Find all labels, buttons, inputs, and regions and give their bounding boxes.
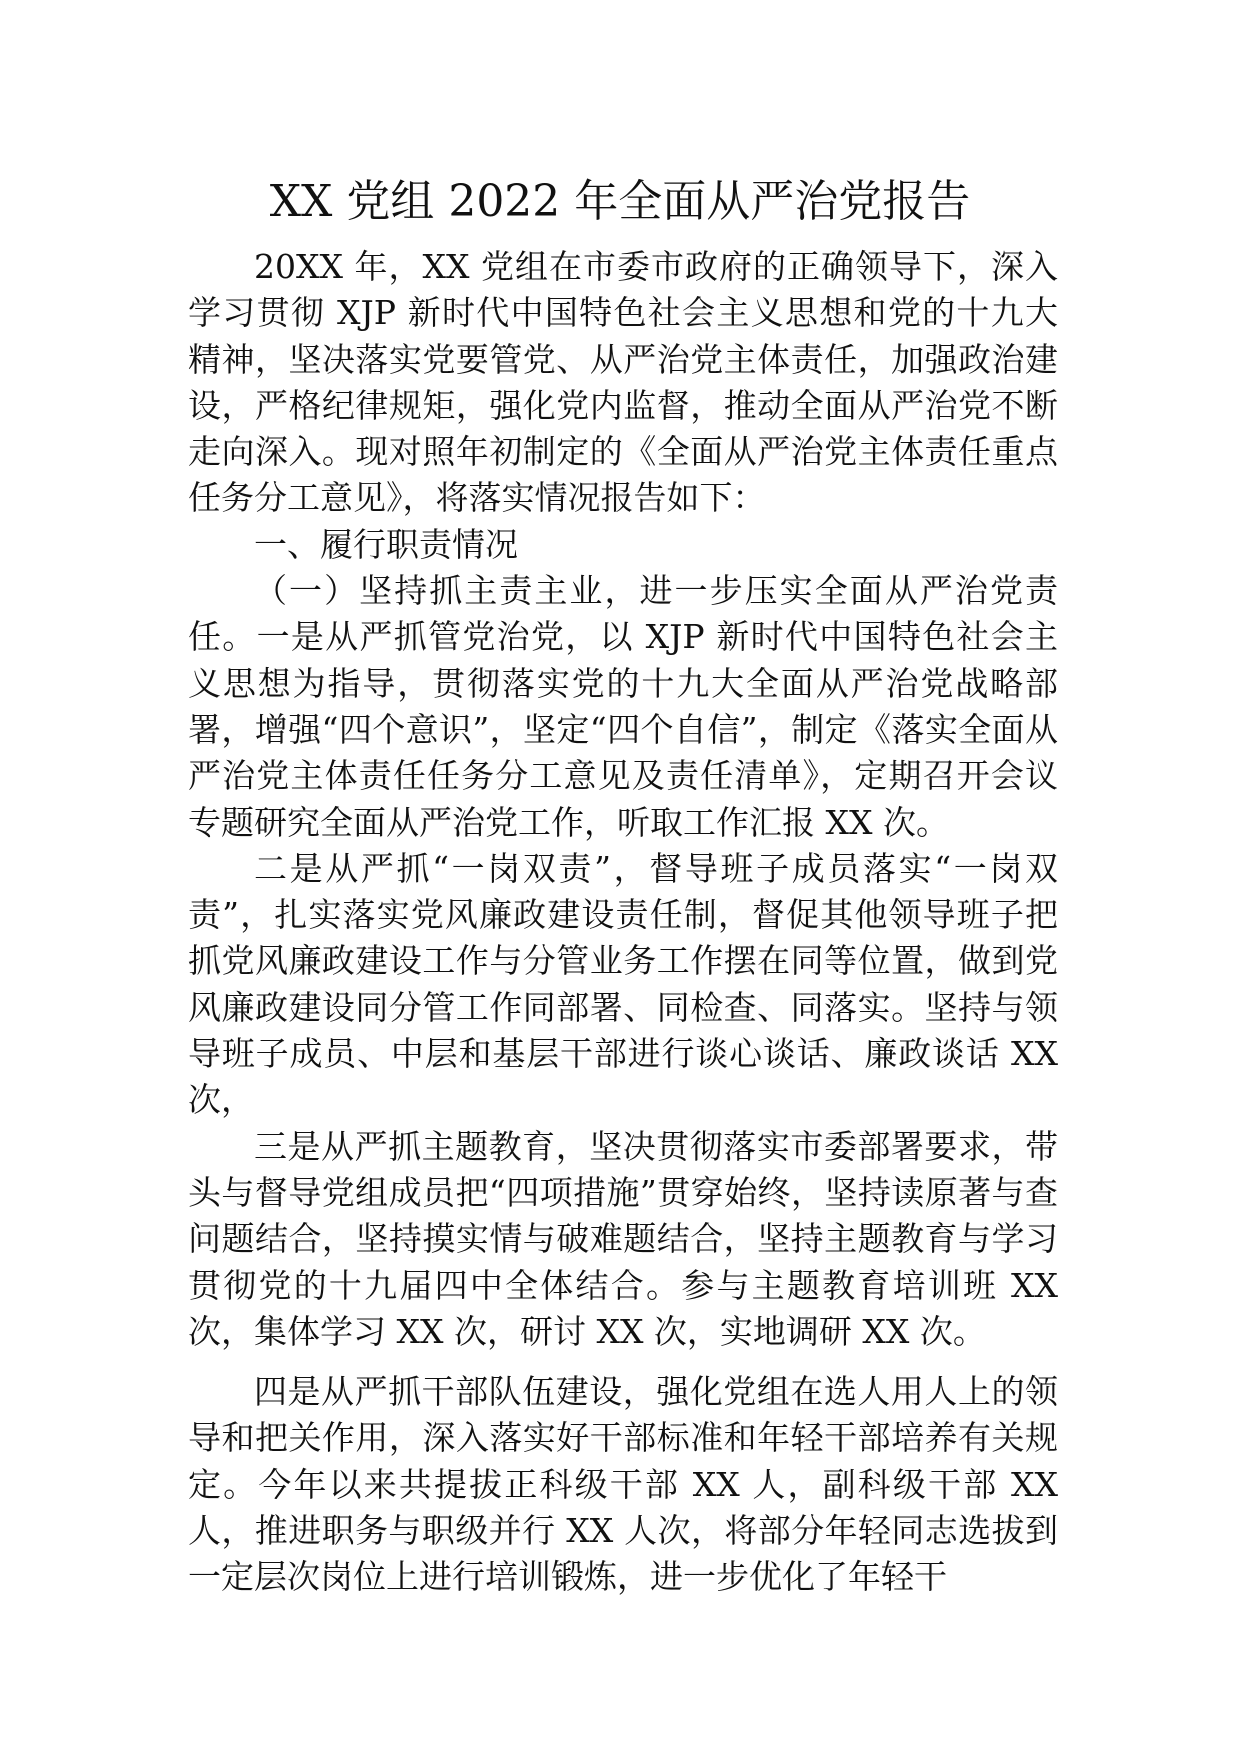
body-paragraph: 四是从严抓干部队伍建设，强化党组在选人用人上的领导和把关作用，深入落实好干部标准和年轻干部培养有关规定。今年以来共提拔正科级干部 XX 人，副科级干部 XX 人，推进职务与职级并行 XX 人次，将部分年轻同志选拔到一定层次岗位上进行培训锻炼，进一步优化了年轻干 — [188, 1372, 1058, 1597]
section-heading: 一、履行职责情况 — [254, 524, 518, 564]
document-body — [188, 244, 1058, 1601]
subsection-paragraph: （一）坚持抓主责主业，进一步压实全面从严治党责任。一是从严抓管党治党，以 XJP 新时代中国特色社会主义思想为指导，贯彻落实党的十九大全面从严治党战略部署，增强“四个意识”，坚定“四个自信”，制定《落实全面从严治党主体责任任务分工意见及责任清单》，定期召开会议专题研究全面从严治党工作，听取工作汇报 XX 次。 — [188, 571, 1058, 842]
document-title: XX 党组 2022 年全面从严治党报告 — [269, 176, 971, 227]
body-paragraph: 二是从严抓“一岗双责”，督导班子成员落实“一岗双责”，扎实落实党风廉政建设责任制，督促其他领导班子把抓党风廉政建设工作与分管业务工作摆在同等位置，做到党风廉政建设同分管工作同部署、同检查、同落实。坚持与领导班子成员、中层和基层干部进行谈心谈话、廉政谈话 XX 次， — [188, 848, 1058, 1120]
intro-paragraph: 20XX 年，XX 党组在市委市政府的正确领导下，深入学习贯彻 XJP 新时代中国特色社会主义思想和党的十九大精神，坚决落实党要管党、从严治党主体责任，加强政治建设，严格纪律规矩，强化党内监督，推动全面从严治党不断走向深入。现对照年初制定的《全面从严治党主体责任重点任务分工意见》，将落实情况报告如下： — [188, 247, 1058, 518]
body-paragraph: 三是从严抓主题教育，坚决贯彻落实市委部署要求，带头与督导党组成员把“四项措施”贯穿始终，坚持读原著与查问题结合，坚持摸实情与破难题结合，坚持主题教育与学习贯彻党的十九届四中全体结合。参与主题教育培训班 XX 次，集体学习 XX 次，研讨 XX 次，实地调研 XX 次。 — [188, 1126, 1058, 1351]
